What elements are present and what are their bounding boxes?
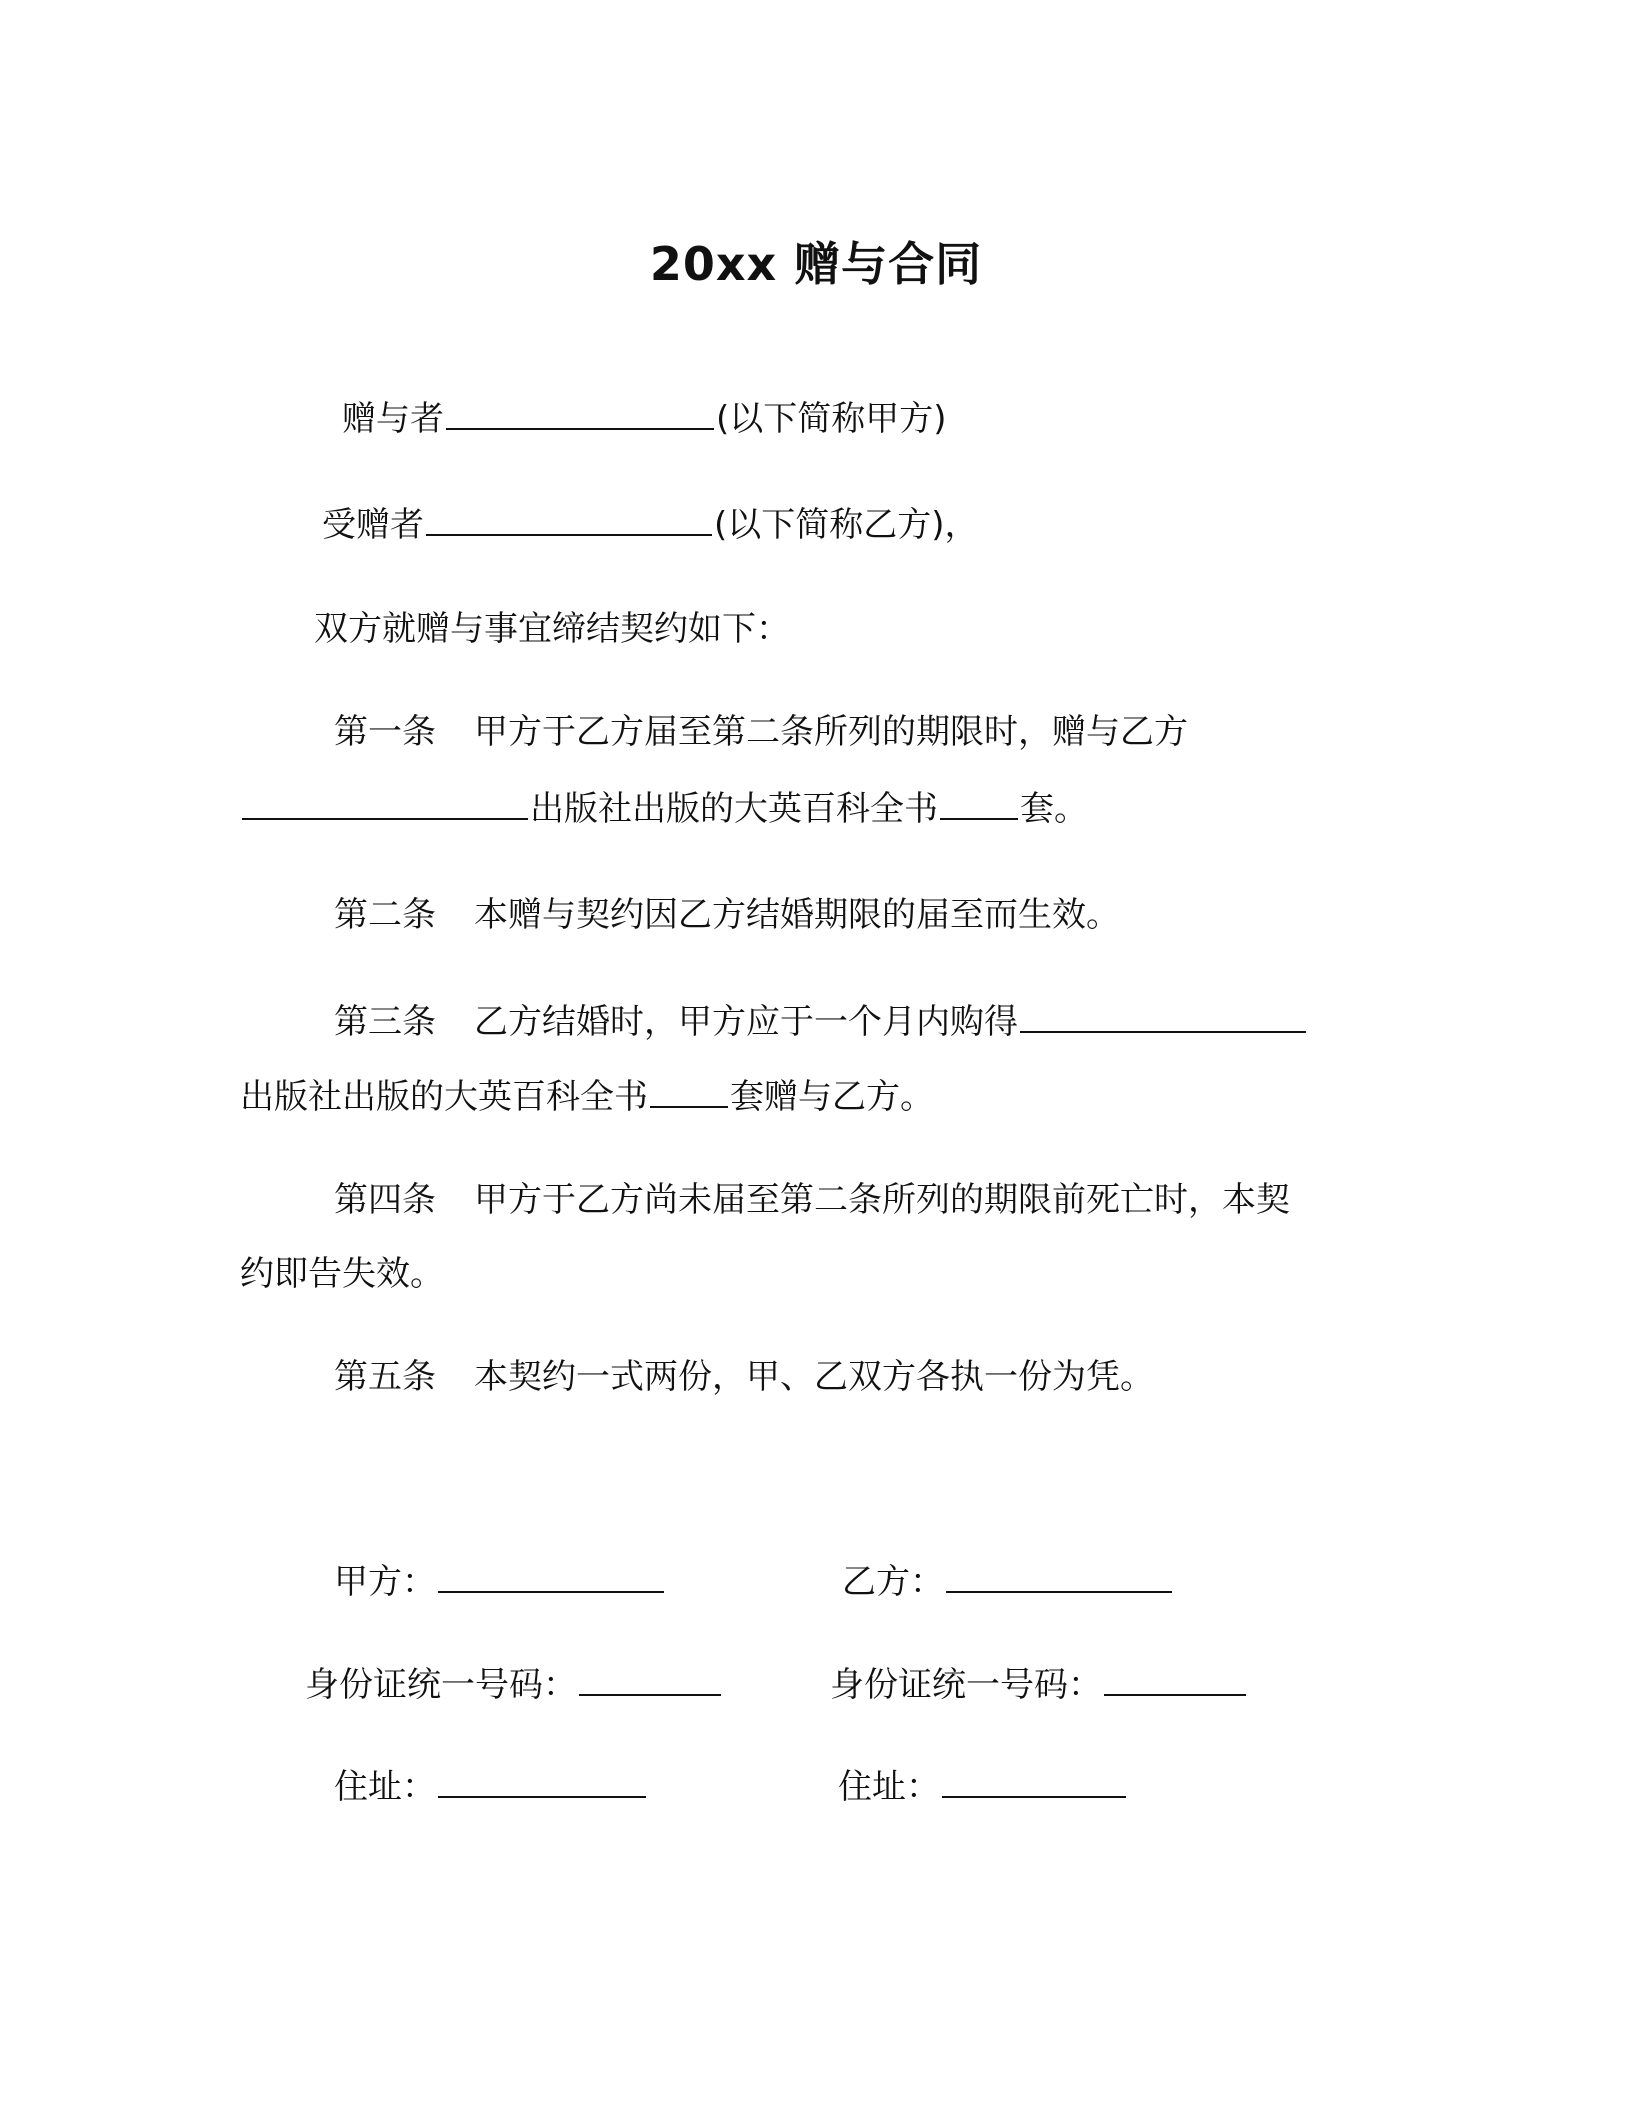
article-3-text: 乙方结婚时，甲方应于一个月内购得 <box>474 1002 1018 1042</box>
article-1-text: 甲方于乙方届至第二条所列的期限时，赠与乙方 <box>474 712 1188 752</box>
party-b-id-label: 身份证统一号码： <box>830 1665 1102 1705</box>
document-title: 20xx 赠与合同 <box>649 237 983 291</box>
donee-suffix: (以下简称乙方)， <box>714 505 979 545</box>
party-b-address-label: 住址： <box>838 1767 940 1807</box>
article-2 <box>334 895 1120 935</box>
article-5 <box>334 1357 1154 1397</box>
donee-blank[interactable] <box>426 534 712 536</box>
article-3-end: 套赠与乙方。 <box>730 1077 934 1117</box>
publisher-blank-1[interactable] <box>242 818 528 820</box>
party-b-id-blank[interactable] <box>1104 1694 1246 1696</box>
article-4-text: 甲方于乙方尚未届至第二条所列的期限前死亡时，本契 <box>474 1180 1290 1220</box>
party-a-label: 甲方： <box>334 1562 436 1602</box>
party-a-blank[interactable] <box>438 1591 664 1593</box>
party-a-id-label: 身份证统一号码： <box>305 1665 577 1705</box>
party-a-address <box>334 1767 648 1807</box>
party-a-id-blank[interactable] <box>579 1694 721 1696</box>
article-1-line-1 <box>334 712 1188 752</box>
article-5-label: 第五条 <box>334 1357 436 1397</box>
party-b-label: 乙方： <box>842 1562 944 1602</box>
article-5-text: 本契约一式两份，甲、乙双方各执一份为凭。 <box>474 1357 1154 1397</box>
donee-label: 受赠者 <box>322 505 424 545</box>
party-a-id <box>305 1665 723 1705</box>
party-b-address-blank[interactable] <box>942 1796 1126 1798</box>
party-b-address <box>838 1767 1128 1807</box>
donor-suffix: (以下简称甲方) <box>716 399 947 439</box>
article-2-label: 第二条 <box>334 895 436 935</box>
article-4-line-2: 约即告失效。 <box>240 1254 444 1294</box>
party-b-blank[interactable] <box>946 1591 1172 1593</box>
party-b-signature <box>842 1562 1174 1602</box>
article-1-book: 出版社出版的大英百科全书 <box>530 789 938 829</box>
set-count-blank-2[interactable] <box>650 1106 728 1108</box>
party-a-signature <box>334 1562 666 1602</box>
article-3-book: 出版社出版的大英百科全书 <box>240 1077 648 1117</box>
party-b-id <box>830 1665 1248 1705</box>
article-1-line-2 <box>240 789 1088 829</box>
article-3-line-1 <box>334 1002 1308 1042</box>
article-4-label: 第四条 <box>334 1180 436 1220</box>
party-a-address-label: 住址： <box>334 1767 436 1807</box>
donor-blank[interactable] <box>446 428 714 430</box>
set-count-blank-1[interactable] <box>940 818 1018 820</box>
party-a-address-blank[interactable] <box>438 1796 646 1798</box>
article-3-line-2 <box>240 1077 934 1117</box>
donee-line <box>322 505 979 545</box>
donor-line <box>342 399 947 439</box>
intro-text: 双方就赠与事宜缔结契约如下： <box>314 609 790 649</box>
publisher-blank-2[interactable] <box>1020 1031 1306 1033</box>
article-3-label: 第三条 <box>334 1002 436 1042</box>
article-1-label: 第一条 <box>334 712 436 752</box>
article-2-text: 本赠与契约因乙方结婚期限的届至而生效。 <box>474 895 1120 935</box>
donor-label: 赠与者 <box>342 399 444 439</box>
article-1-end: 套。 <box>1020 789 1088 829</box>
article-4-line-1 <box>334 1180 1290 1220</box>
